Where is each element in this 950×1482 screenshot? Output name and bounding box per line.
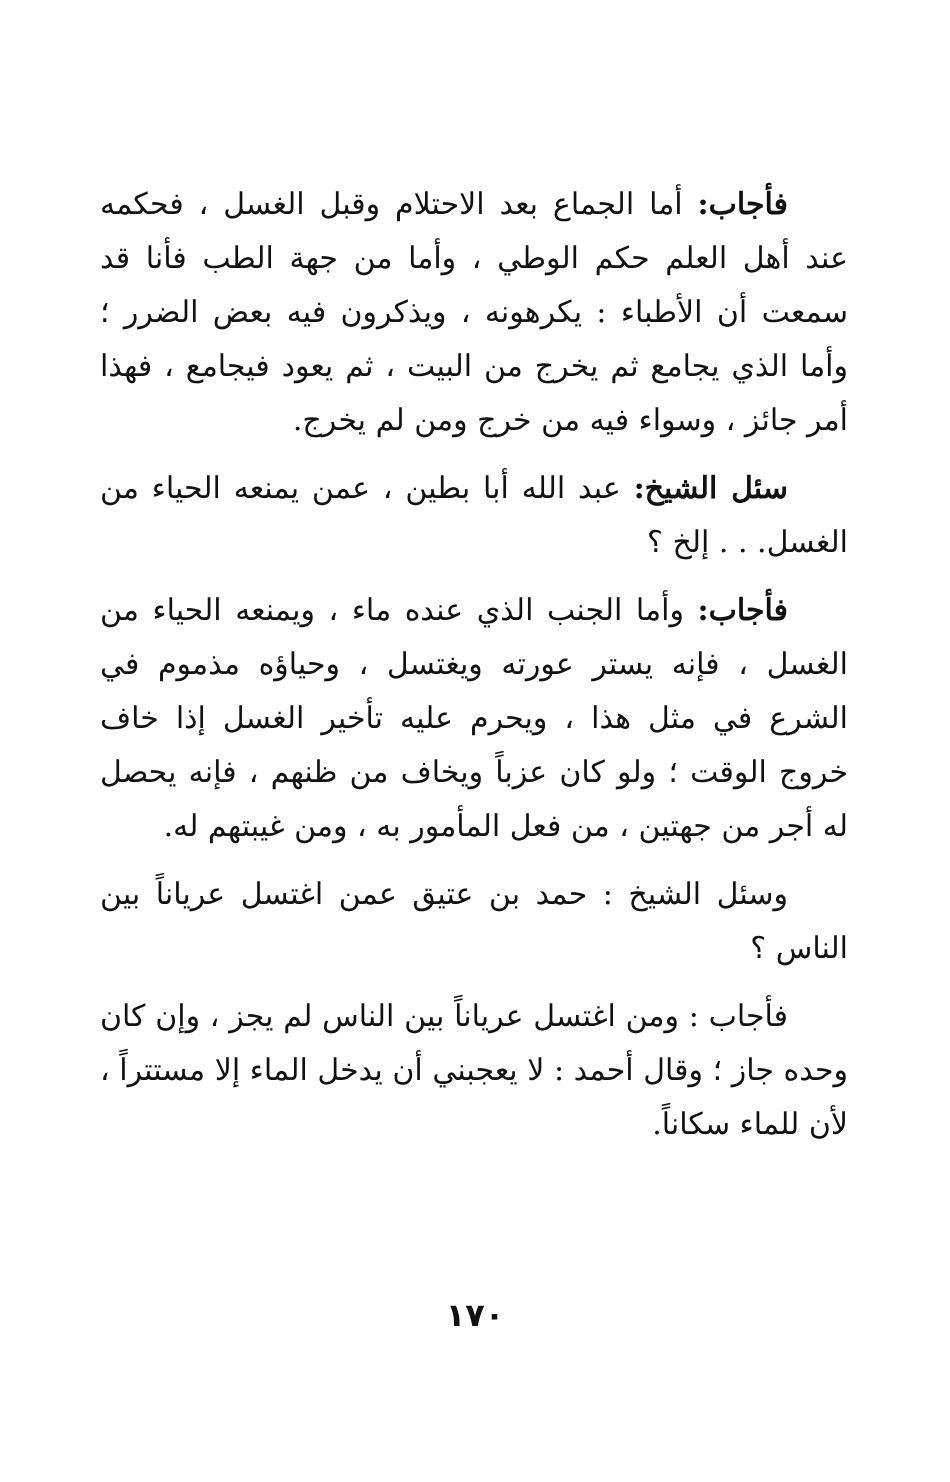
- paragraph-text: وأما الجنب الذي عنده ماء ، ويمنعه الحياء من الغسل ، فإنه يستر عورته ويغتسل ، وحياؤه مذموم في الشرع في مثل هذا ، ويحرم عليه تأخير الغسل إذا خاف خروج الوقت ؛ ولو كان عزباً ويخاف من ظنهم ، فإنه يحصل له أجر من جهتين ، من فعل المأمور به ، ومن غيبتهم له.: [100, 593, 848, 844]
- paragraph-1: [100, 178, 848, 448]
- paragraph-2: [100, 462, 848, 570]
- paragraph-3: [100, 584, 848, 854]
- page-body: [100, 178, 848, 1152]
- paragraph-text: أما الجماع بعد الاحتلام وقبل الغسل ، فحكمه عند أهل العلم حكم الوطي ، وأما من جهة الطب فأنا قد سمعت أن الأطباء : يكرهونه ، ويذكرون فيه بعض الضرر ؛ وأما الذي يجامع ثم يخرج من البيت ، ثم يعود فيجامع ، فهذا أمر جائز ، وسواء فيه من خرج ومن لم يخرج.: [100, 187, 848, 438]
- paragraph-text: فأجاب : ومن اغتسل عرياناً بين الناس لم يجز ، وإن كان وحده جاز ؛ وقال أحمد : لا يعجبني أن يدخل الماء إلا مستتراً ، لأن للماء سكاناً.: [100, 999, 848, 1142]
- paragraph-text: عبد الله أبا بطين ، عمن يمنعه الحياء من الغسل. . . إلخ ؟: [100, 471, 848, 560]
- paragraph-4: [100, 868, 848, 976]
- paragraph-lead: سئل الشيخ:: [633, 471, 788, 506]
- paragraph-5: [100, 990, 848, 1152]
- paragraph-text: وسئل الشيخ : حمد بن عتيق عمن اغتسل عرياناً بين الناس ؟: [100, 877, 848, 966]
- paragraph-lead: فأجاب:: [697, 187, 788, 222]
- paragraph-lead: فأجاب:: [697, 593, 788, 628]
- page-number: ١٧٠: [445, 1296, 505, 1334]
